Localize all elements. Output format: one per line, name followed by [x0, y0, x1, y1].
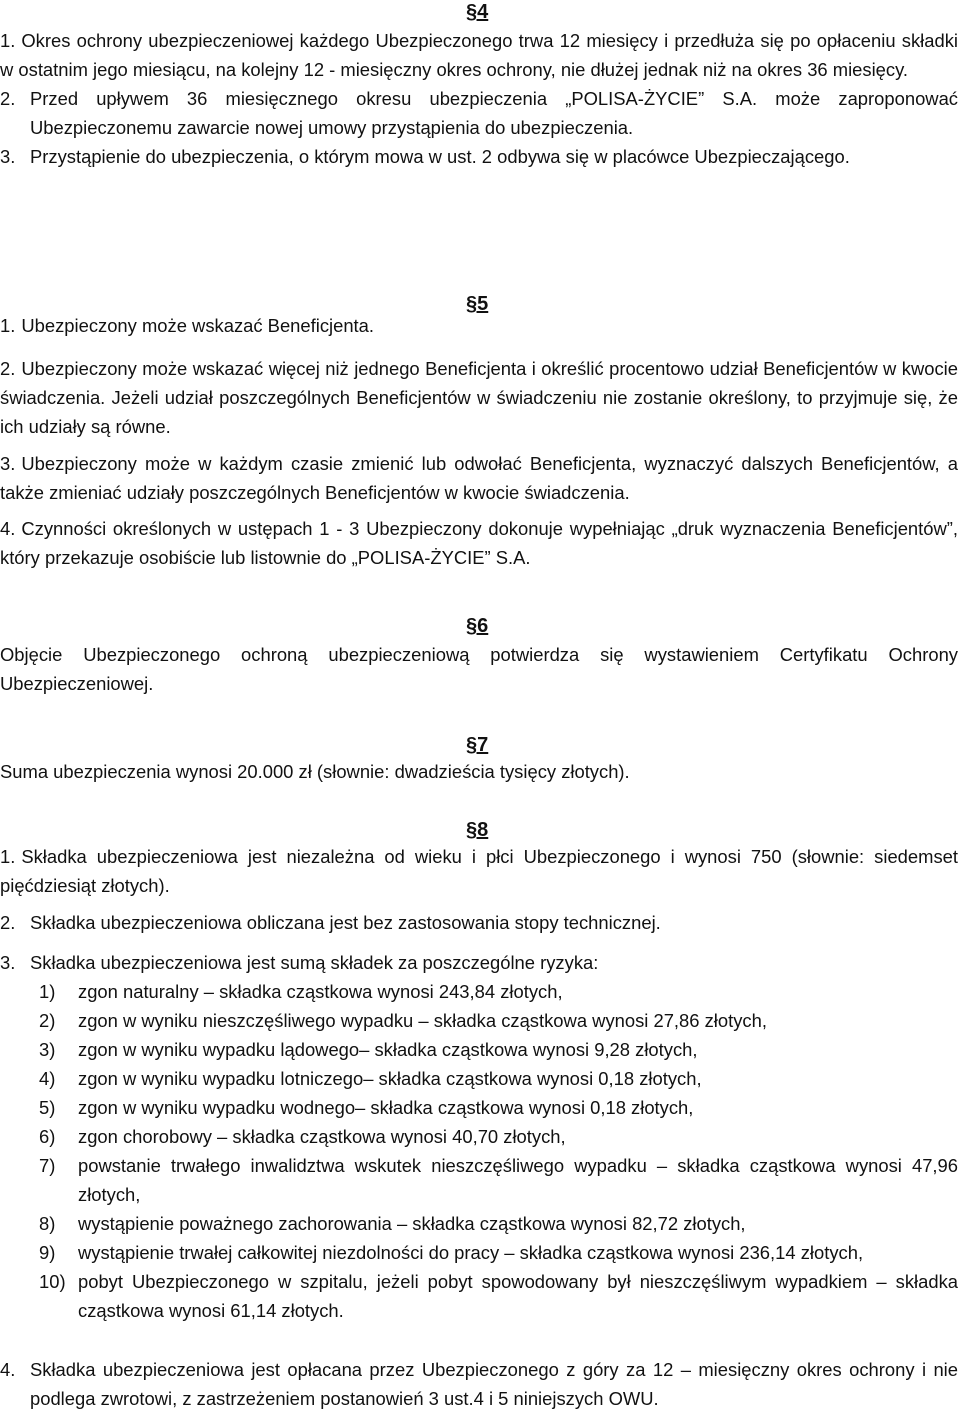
risk-text: pobyt Ubezpieczonego w szpitalu, jeżeli pobyt spowodowany był nieszczęśliwym wypadkiem – składka cząstkowa wynosi 61,14 złotych.: [78, 1271, 958, 1321]
section-7-text: Suma ubezpieczenia wynosi 20.000 zł (słownie: dwadzieścia tysięcy złotych).: [0, 761, 630, 782]
section-8-body-2: [0, 908, 958, 937]
risk-item-7: [0, 1151, 958, 1209]
section-6-text: Objęcie Ubezpieczonego ochroną ubezpieczeniową potwierdza się wystawieniem Certyfikatu Ochrony Ubezpieczeniowej.: [0, 644, 958, 694]
section-5-item-4: [0, 514, 958, 572]
section-4-item-2: [0, 84, 958, 142]
item-number: 2.: [0, 358, 16, 379]
section-8-item-2: [0, 908, 958, 937]
section-8-body-3: [0, 948, 958, 977]
section-5-item-3: [0, 449, 958, 507]
risk-item-6: [0, 1122, 958, 1151]
item-number: 4.: [0, 518, 16, 539]
section-8-body: [0, 842, 958, 900]
item-text: Czynności określonych w ustępach 1 - 3 Ubezpieczony dokonuje wypełniając „druk wyznaczenia Beneficjentów”, który przekazuje osobiście lub listownie do „POLISA-ŻYCIE” S.A.: [0, 518, 958, 568]
risk-item-10: [0, 1267, 958, 1325]
risk-number: 3): [39, 1039, 56, 1060]
risk-number: 10): [39, 1271, 66, 1292]
item-number: 3.: [0, 453, 16, 474]
item-text: Ubezpieczony może w każdym czasie zmienić lub odwołać Beneficjenta, wyznaczyć dalszych Beneficjentów, a także zmieniać udziały poszczególnych Beneficjentów w kwocie świadczenia.: [0, 453, 958, 503]
item-text: Składka ubezpieczeniowa jest sumą składek za poszczególne ryzyka:: [30, 952, 599, 973]
section-8-item-4: [0, 1355, 958, 1413]
item-number: 1.: [0, 846, 16, 867]
section-5-body-2: [0, 354, 958, 441]
section-5-body-4: [0, 514, 958, 572]
section-6-heading: §6: [466, 615, 489, 637]
risk-text: zgon chorobowy – składka cząstkowa wynosi 40,70 złotych,: [78, 1126, 566, 1147]
risk-text: zgon w wyniku wypadku wodnego– składka cząstkowa wynosi 0,18 złotych,: [78, 1097, 694, 1118]
risk-number: 7): [39, 1155, 56, 1176]
risk-text: wystąpienie trwałej całkowitej niezdolności do pracy – składka cząstkowa wynosi 236,14 złotych,: [78, 1242, 864, 1263]
risk-text: powstanie trwałego inwalidztwa wskutek nieszczęśliwego wypadku – składka cząstkowa wynosi 47,96 złotych,: [78, 1155, 958, 1205]
section-8-heading: §8: [466, 819, 489, 841]
section-4-item-3: [0, 142, 958, 171]
section-8-item-1: [0, 842, 958, 900]
risk-item-2: [0, 1006, 958, 1035]
item-text: Ubezpieczony może wskazać więcej niż jednego Beneficjenta i określić procentowo udział Beneficjentów w kwocie świadczenia. Jeżeli udział poszczególnych Beneficjentów w świadczeniu nie zostanie określony, to przyjmuje się, że ich udziały są równe.: [0, 358, 958, 437]
item-text: Przed upływem 36 miesięcznego okresu ubezpieczenia „POLISA-ŻYCIE” S.A. może zaproponować Ubezpieczonemu zawarcie nowej umowy przystąpienia do ubezpieczenia.: [30, 88, 958, 138]
risk-text: zgon w wyniku wypadku lądowego– składka cząstkowa wynosi 9,28 złotych,: [78, 1039, 698, 1060]
risk-text: zgon w wyniku nieszczęśliwego wypadku – składka cząstkowa wynosi 27,86 złotych,: [78, 1010, 767, 1031]
risk-item-3: [0, 1035, 958, 1064]
section-5-item-2: [0, 354, 958, 441]
risk-number: 6): [39, 1126, 56, 1147]
section-4-heading: §4: [466, 1, 489, 23]
risk-item-1: [0, 977, 958, 1006]
section-5-body: [0, 311, 958, 340]
item-text: Ubezpieczony może wskazać Beneficjenta.: [21, 315, 375, 336]
item-number: 1.: [0, 30, 16, 51]
risk-item-8: [0, 1209, 958, 1238]
section-5-body-3: [0, 449, 958, 507]
risk-number: 2): [39, 1010, 56, 1031]
risk-number: 9): [39, 1242, 56, 1263]
item-text: Przystąpienie do ubezpieczenia, o którym mowa w ust. 2 odbywa się w placówce Ubezpieczającego.: [30, 146, 850, 167]
item-text: Składka ubezpieczeniowa obliczana jest bez zastosowania stopy technicznej.: [30, 912, 661, 933]
item-text: Składka ubezpieczeniowa jest opłacana przez Ubezpieczonego z góry za 12 – miesięczny okres ochrony i nie podlega zwrotowi, z zastrzeżeniem postanowień 3 ust.4 i 5 niniejszych OWU.: [30, 1359, 958, 1409]
risk-number: 1): [39, 981, 56, 1002]
risk-text: wystąpienie poważnego zachorowania – składka cząstkowa wynosi 82,72 złotych,: [78, 1213, 746, 1234]
section-5-item-1: [0, 311, 958, 340]
section-4-body: [0, 26, 958, 171]
risk-number: 8): [39, 1213, 56, 1234]
item-text: Składka ubezpieczeniowa jest niezależna od wieku i płci Ubezpieczonego i wynosi 750 (słownie: siedemset pięćdziesiąt złotych).: [0, 846, 958, 896]
item-number: 2.: [0, 88, 16, 109]
section-5-heading: §5: [466, 293, 489, 315]
section-8-final: [0, 1355, 958, 1413]
item-number: 4.: [0, 1359, 16, 1380]
risk-item-9: [0, 1238, 958, 1267]
risk-number: 5): [39, 1097, 56, 1118]
risk-text: zgon naturalny – składka cząstkowa wynosi 243,84 złotych,: [78, 981, 563, 1002]
risk-text: zgon w wyniku wypadku lotniczego– składka cząstkowa wynosi 0,18 złotych,: [78, 1068, 702, 1089]
item-number: 3.: [0, 952, 16, 973]
risk-item-5: [0, 1093, 958, 1122]
risk-item-4: [0, 1064, 958, 1093]
item-number: 1.: [0, 315, 16, 336]
item-text: Okres ochrony ubezpieczeniowej każdego Ubezpieczonego trwa 12 miesięcy i przedłuża się po opłaceniu składki w ostatnim jego miesiącu, na kolejny 12 - miesięczny okres ochrony, nie dłużej jednak niż na okres 36 miesięcy.: [0, 30, 958, 80]
risk-number: 4): [39, 1068, 56, 1089]
risk-list: [0, 977, 958, 1325]
section-4-item-1: [0, 26, 958, 84]
item-number: 3.: [0, 146, 16, 167]
item-number: 2.: [0, 912, 16, 933]
section-8-item-3: [0, 948, 958, 977]
section-7-heading: §7: [466, 734, 489, 756]
